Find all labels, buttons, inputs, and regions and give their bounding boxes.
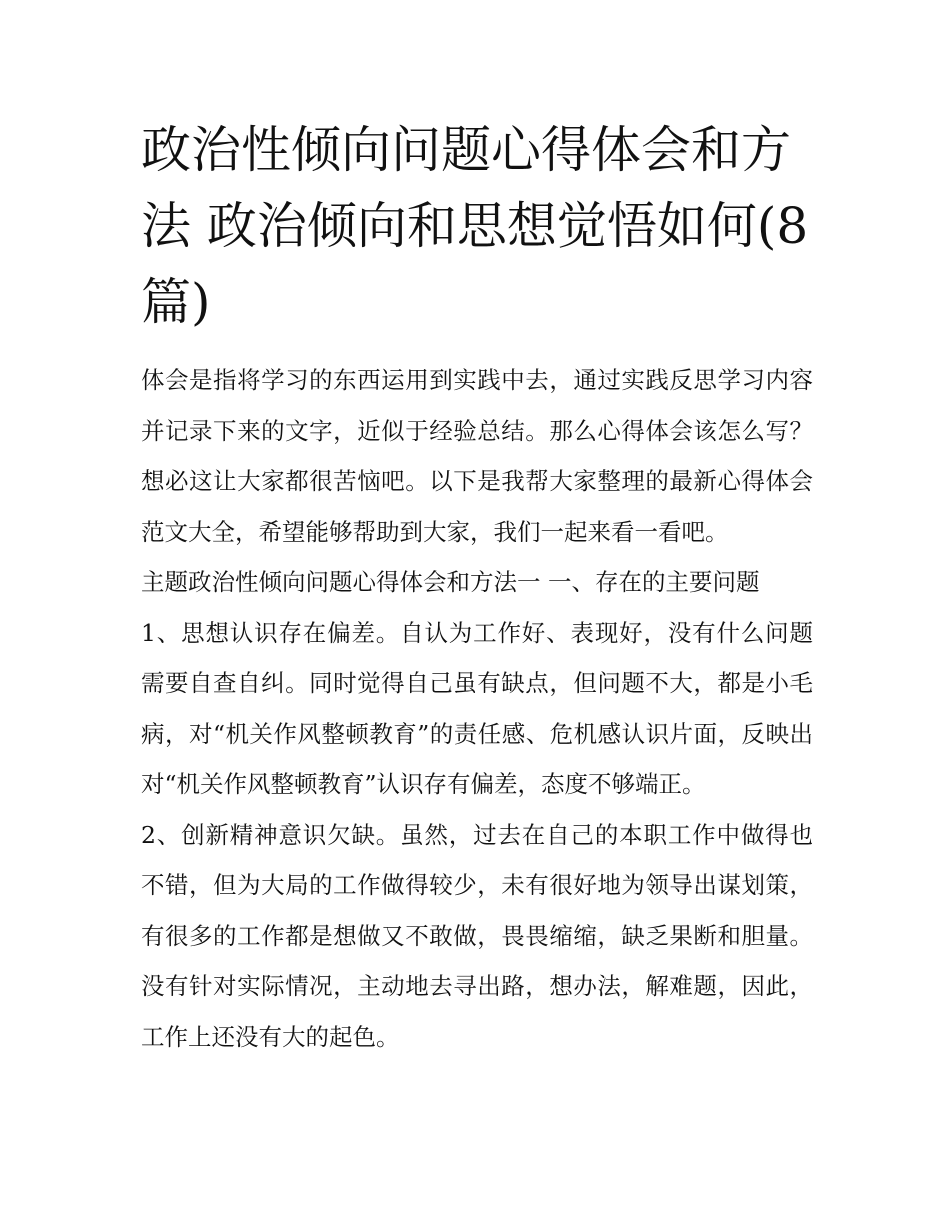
document-title: 政治性倾向问题心得体会和方法 政治倾向和思想觉悟如何(8篇) <box>141 121 809 331</box>
document-body <box>141 355 813 1062</box>
problem-2-paragraph: 2、创新精神意识欠缺。虽然，过去在自己的本职工作中做得也不错，但为大局的工作做得较少，未有很好地为领导出谋划策，有很多的工作都是想做又不敢做，畏畏缩缩，缺乏果断和胆量。没有针对实际情况，主动地去寻出路，想办法，解难题，因此，工作上还没有大的起色。 <box>141 820 813 1051</box>
intro-paragraph: 体会是指将学习的东西运用到实践中去，通过实践反思学习内容并记录下来的文字，近似于经验总结。那么心得体会该怎么写？想必这让大家都很苦恼吧。以下是我帮大家整理的最新心得体会范文大全，希望能够帮助到大家，我们一起来看一看吧。 <box>141 366 813 546</box>
section-heading-paragraph: 主题政治性倾向问题心得体会和方法一 一、存在的主要问题 <box>141 568 760 596</box>
problem-1-paragraph: 1、思想认识存在偏差。自认为工作好、表现好，没有什么问题需要自查自纠。同时觉得自己虽有缺点，但问题不大，都是小毛病，对“机关作风整顿教育”的责任感、危机感认识片面，反映出对“机关作风整顿教育”认识存有偏差，态度不够端正。 <box>141 618 813 798</box>
